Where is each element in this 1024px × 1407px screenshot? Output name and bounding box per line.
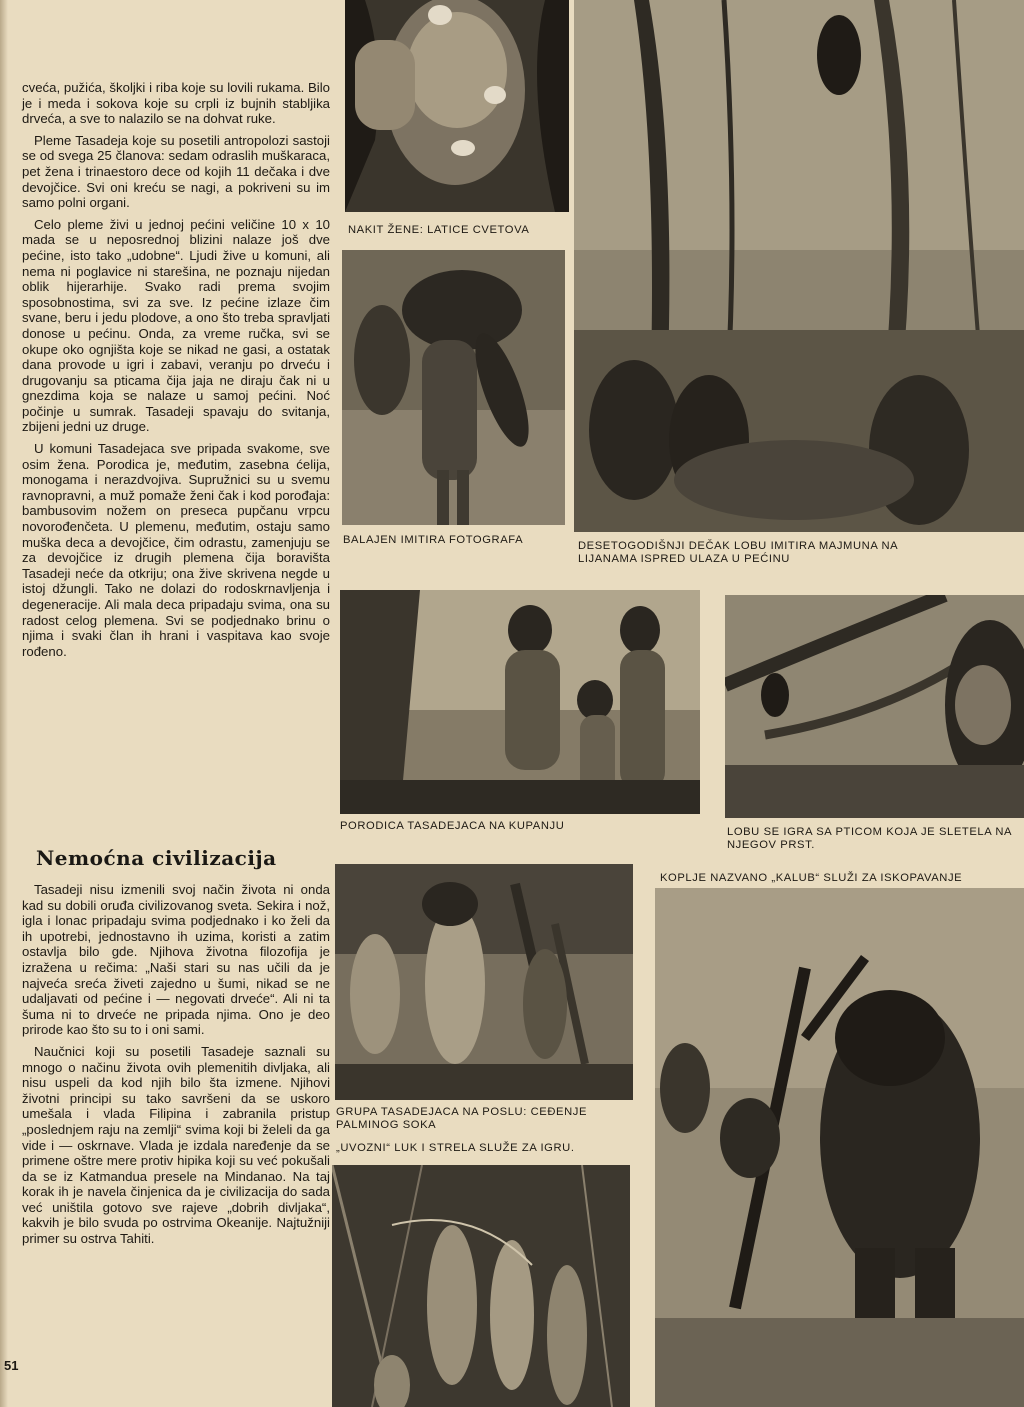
- photo-bird-graphic: [725, 595, 1024, 818]
- photo-woman-flower-petals: [345, 0, 569, 212]
- photo-family-graphic: [340, 590, 700, 814]
- paragraph: cveća, pužića, školjki i riba koje su lovili rukama. Bilo je i meda i sokova koje su crpli iz bujnih stabljika drveća, a sve to nalazilo se na dohvat ruke.: [22, 80, 330, 127]
- photo-balajen: [342, 250, 565, 525]
- photo-jungle-graphic: [574, 0, 1024, 532]
- photo-spear-graphic: [655, 888, 1024, 1407]
- paragraph: Pleme Tasadeja koje su posetili antropolozi sastoji se od svega 25 članova: sedam odraslih muškaraca, pet žena i trinaestoro dece od kojih 11 dečaka i dve devojčice. Svi oni kreću se nagi, a pokriveni su im samo polni organi.: [22, 132, 330, 211]
- photo-palm-graphic: [335, 864, 633, 1100]
- page-number: 51: [4, 1358, 19, 1373]
- article-column-2: [22, 882, 330, 1253]
- photo-bow-graphic: [332, 1165, 630, 1407]
- photo-family-bathing: [340, 590, 700, 814]
- paragraph: Naučnici koji su posetili Tasadeje saznali su mnogo o načinu života ovih plemenitih divljaka, ali nisu uspeli da kod njih bilo šta izmene. Njihovi životni principi su tako savršeni da se uskoro umešala i vlada Filipina i zabranila pristup „poslednjem raju na zemlji“ svima koji bi želeli da ga vide i — oskrnave. Vlada je izdala naređenje da se primene oštre mere protiv hipika koji su već pokušali da se iz Katmandua presele na Mindanao. Na taj korak ih je navela činjenica da je civilizacija do sada već uništila gotovo sve rajeve „dobrih divljaka“, kakvih je bilo svuda po ostrvima Okeanije. Najtužniji primer su ostrva Tahiti.: [22, 1043, 330, 1247]
- caption-lobu-bird: LOBU SE IGRA SA PTICOM KOJA JE SLETELA NA NJEGOV PRST.: [727, 826, 1012, 851]
- caption-balajen: BALAJEN IMITIRA FOTOGRAFA: [343, 534, 524, 546]
- photo-spear-kalub: [655, 888, 1024, 1407]
- paragraph: Tasadeji nisu izmenili svoj način života ni onda kad su dobili oruđa civilizovanog sveta. Sekira i nož, igla i lonac pripadaju svima podjednako i ko želi da ih upotrebi, jednostavno ih uzima, koristi a zatim ostavlja bilo gde. Njihova životna filozofija je izražena u rečima: „Naši stari su nas učili da je najveća sreća živeti zajedno u šumi, nikad se ne udaljavati od pećine i — negovati drveće“. Ali ni ta šuma ni to drveće ne pripada njima. Ono je deo prirode kao što su to i oni sami.: [22, 882, 330, 1038]
- caption-flower-jewelry: NAKIT ŽENE: LATICE CVETOVA: [348, 224, 530, 236]
- photo-woman-graphic: [345, 0, 569, 212]
- caption-bow-arrow: „UVOZNI“ LUK I STRELA SLUŽE ZA IGRU.: [336, 1142, 575, 1154]
- caption-family-bathing: PORODICA TASADEJACA NA KUPANJU: [340, 820, 565, 832]
- paragraph: Celo pleme živi u jednoj pećini veličine 10 x 10 mada se u neposrednoj blizini nalaze još dve pećine, isto tako „udobne“. Ljudi žive u komuni, ali nema ni poglavice ni starešina, ne poznaju nijedan oblik hijerarhije. Svako radi prema svojim sposobnostima, svi za sve. Iz pećine izlaze čim svane, beru i jedu plodove, a ono što treba spravljati donose u pećinu. Onda, za vreme ručka, svi se okupe oko ognjišta koje se nikad ne gasi, a ostatak dana provode u igri i zabavi, veranju po drveću i drugovanju sa pticama čija jaja ne diraju čak ni u gnezdima koja se nalaze u samoj pećini. Noć počinje u sumrak. Tasadeji spavaju do svitanja, zbijeni jedni uz druge.: [22, 216, 330, 435]
- section-heading: Nemoćna civilizacija: [36, 846, 277, 870]
- photo-palm-juice: [335, 864, 633, 1100]
- caption-palm-juice: GRUPA TASADEJACA NA POSLU: CEĐENJE PALMINOG SOKA: [336, 1106, 588, 1131]
- photo-bow-arrow: [332, 1165, 630, 1407]
- caption-spear-kalub: KOPLJE NAZVANO „KALUB“ SLUŽI ZA ISKOPAVANJE: [660, 872, 963, 884]
- caption-lobu-monkey: DESETOGODIŠNJI DEČAK LOBU IMITIRA MAJMUNA NA LIJANAMA ISPRED ULAZA U PEĆINU: [578, 540, 898, 565]
- photo-lobu-bird: [725, 595, 1024, 818]
- article-column-1: [22, 80, 330, 665]
- paragraph: U komuni Tasadejaca sve pripada svakome, sve osim žena. Porodica je, međutim, zasebna ćelija, monogama i nerazdvojiva. Supružnici su u svemu ravnopravni, a muž pomaže ženi čak i kod porođaja: bambusovim nožem on preseca pupčanu vrpcu novorođenčeta. U plemenu, međutim, ostaju samo muška deca a devojčice, čim odrastu, zamenjuju se za devojčice iz drugih plemena čija boravišta Tasadeji neće da otkriju; ona žive skrivena negde u istoj džungli. Tako ne dolazi do rodoskrnavljenja i degeneracije. Ali mala deca pripadaju svima, ona su radost celog plemena. Svi se podjednako brinu o njima i svaki član ih hrani i vaspitava kao svoje rođeno.: [22, 441, 330, 659]
- photo-balajen-graphic: [342, 250, 565, 525]
- photo-lobu-monkey: [574, 0, 1024, 532]
- page-edge: [0, 0, 8, 1407]
